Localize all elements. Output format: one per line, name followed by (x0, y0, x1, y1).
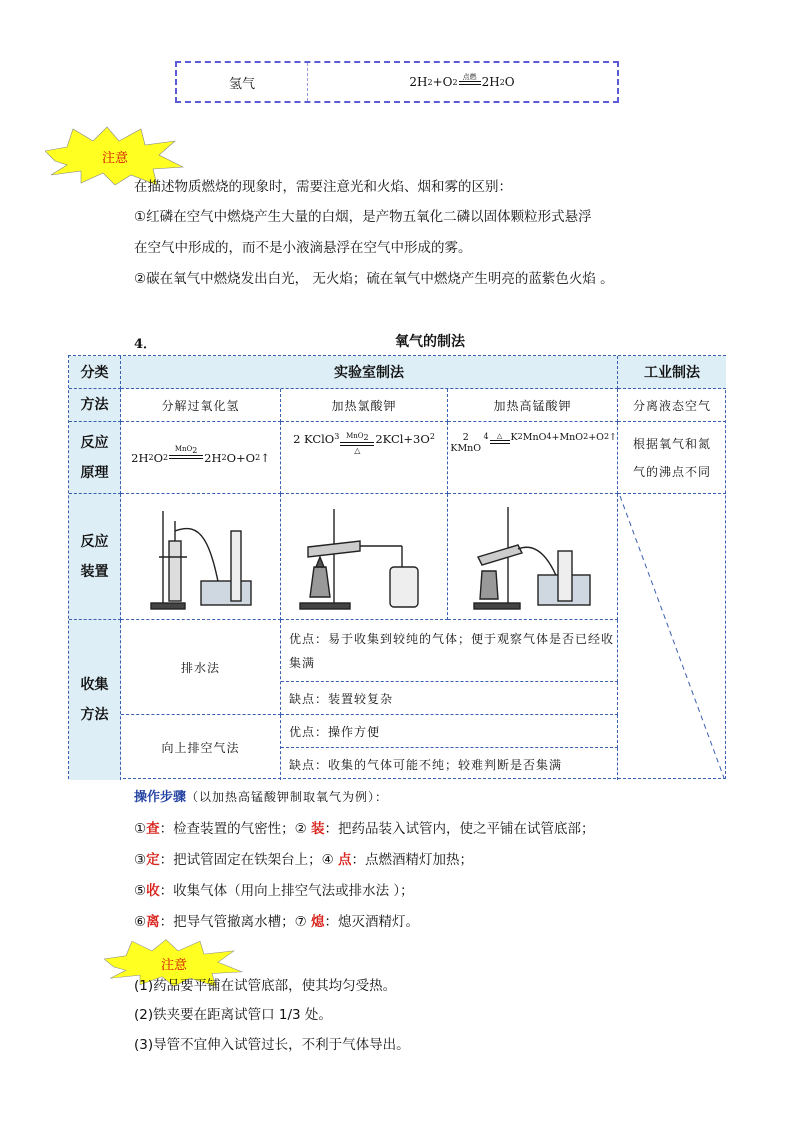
header-lab: 实验室制法 (121, 356, 618, 389)
hydrogen-table (175, 61, 619, 103)
apparatus-h2o2 (121, 494, 281, 620)
header-industry: 工业制法 (618, 356, 726, 389)
water-cons: 缺点：装置较复杂 (281, 682, 618, 715)
condition-mark: 点燃 (459, 73, 481, 91)
section-title: 氧气的制法 (395, 334, 465, 350)
method-kmno4: 加热高锰酸钾 (448, 389, 618, 422)
air-pros: 优点：操作方便 (281, 715, 618, 748)
note2-line1: (1)药品要平铺在试管底部，使其均匀受热。 (134, 978, 397, 994)
equation-kmno4: 2 KMnO $^4$ △ K 2 MnO 4 +MnO 2 +O 2 ↑ (448, 422, 618, 494)
kclo3-apparatus-icon (294, 501, 434, 613)
kmno4-apparatus-icon (468, 501, 598, 613)
note1-line1: 在描述物质燃烧的现象时，需要注意光和火焰、烟和雾的区别： (134, 179, 512, 195)
method-industry: 分离液态空气 (618, 389, 726, 422)
equation-h2o2: 2H 2 O 2 MnO$_2$ 2H 2 O+O 2 ↑ (121, 422, 281, 494)
row-apparatus: 反应装置 (69, 494, 121, 620)
method-kclo3: 加热氯酸钾 (281, 389, 448, 422)
row-collection: 收集方法 (69, 620, 121, 780)
air-cons: 缺点：收集的气体可能不纯；较难判断是否集满 (281, 748, 618, 780)
diagonal-line (618, 494, 726, 780)
section-number: 4． (134, 337, 157, 352)
equation-kclo3: 2 KClO $^3$ MnO$_2$ △ 2KCl+3O $^2$ (281, 422, 448, 494)
step-line-2: ③定：把试管固定在铁架台上；④ 点：点燃酒精灯加热； (134, 852, 474, 868)
collect-air-label: 向上排空气法 (121, 715, 281, 780)
note1-line3: 在空气中形成的，而不是小液滴悬浮在空气中形成的雾。 (134, 240, 472, 256)
note1-line4: ②碳在氧气中燃烧发出白光， 无火焰；硫在氧气中燃烧产生明亮的蓝紫色火焰 。 (134, 271, 614, 287)
apparatus-kclo3 (281, 494, 448, 620)
note-badge-2: 注意 (104, 938, 244, 988)
hydrogen-label: 氢气 (177, 63, 308, 101)
step-line-1: ①查：检查装置的气密性；② 装：把药品装入试管内，使之平铺在试管底部； (134, 821, 595, 837)
note1-line2: ①红磷在空气中燃烧产生大量的白烟，是产物五氧化二磷以固体颗粒形式悬浮 (134, 209, 592, 225)
industry-empty (618, 494, 726, 780)
water-pros: 优点：易于收集到较纯的气体；便于观察气体是否已经收集满 (281, 620, 618, 682)
hydrogen-equation: 2H 2 +O 2 点燃 2H 2 O (409, 73, 515, 89)
note2-line2: (2)铁夹要在距离试管口 1/3 处。 (134, 1007, 332, 1023)
h2o2-apparatus-icon (141, 501, 261, 613)
header-category: 分类 (69, 356, 121, 389)
steps-title: 操作步骤（以加热高锰酸钾制取氧气为例）： (134, 790, 389, 805)
apparatus-kmno4 (448, 494, 618, 620)
row-principle: 反应原理 (69, 422, 121, 494)
note2-line3: (3)导管不宜伸入试管过长，不利于气体导出。 (134, 1037, 410, 1053)
method-h2o2: 分解过氧化氢 (121, 389, 281, 422)
step-line-3: ⑤收：收集气体（用向上排空气法或排水法 ）； (134, 883, 414, 899)
collect-water-label: 排水法 (121, 620, 281, 715)
oxygen-preparation-table (68, 355, 726, 779)
industry-principle: 根据氧气和氮 气的沸点不同 (618, 422, 726, 494)
step-line-4: ⑥离：把导气管撤离水槽；⑦ 熄：熄灭酒精灯。 (134, 914, 420, 930)
row-method: 方法 (69, 389, 121, 422)
note-badge: 注意 (45, 125, 185, 187)
